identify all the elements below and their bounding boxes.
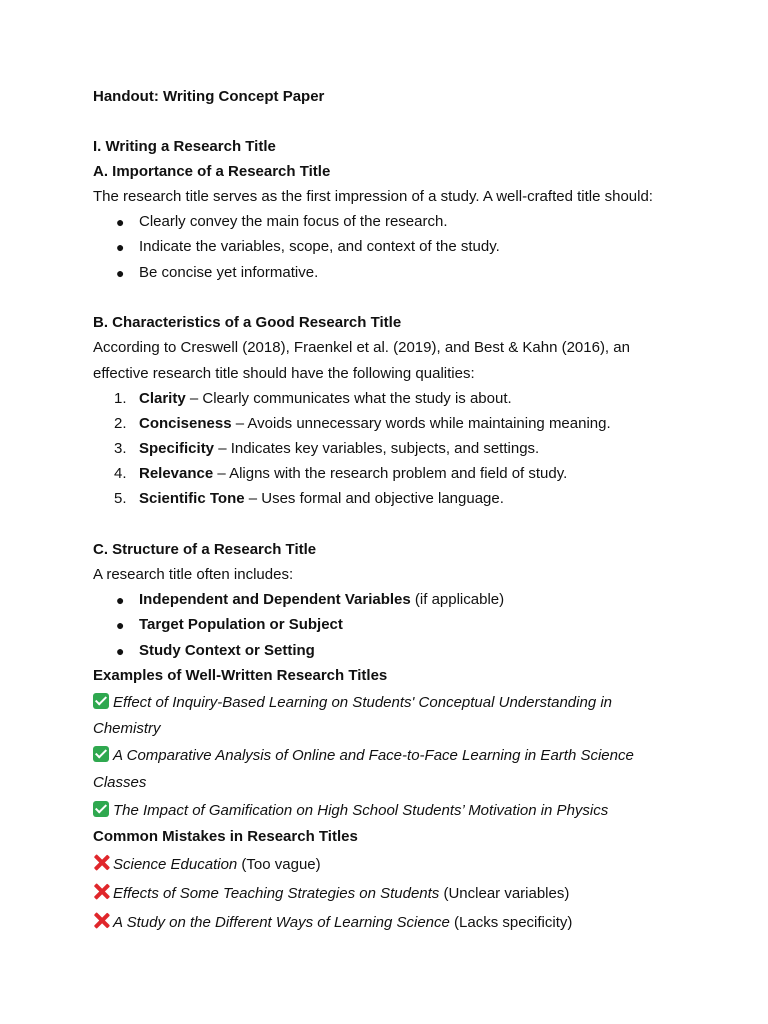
mistake-title: Science Education [113,856,238,873]
list-item: Indicate the variables, scope, and context of the study. [139,238,500,255]
description: – Uses formal and objective language. [244,490,504,507]
mistake-item [93,854,321,874]
description: – Indicates key variables, subjects, and settings. [214,440,540,457]
list-item [139,465,567,483]
mistakes-heading: Common Mistakes in Research Titles [93,828,358,845]
mistake-item [93,883,569,903]
bullet-icon: ● [116,265,125,281]
example-title-continued: Classes [93,774,147,791]
bullet-icon: ● [116,214,125,230]
description: (if applicable) [410,591,505,608]
check-mark-icon [93,801,109,817]
cross-mark-icon [93,883,110,900]
description: – Clearly communicates what the study is about. [185,390,512,407]
paragraph: effective research title should have the following qualities: [93,365,475,382]
mistake-title: Effects of Some Teaching Strategies on Students [113,885,440,902]
bullet-icon: ● [116,592,125,608]
bullet-icon: ● [116,239,125,255]
term: Study Context or Setting [139,642,315,659]
handout-title: Handout: Writing Concept Paper [93,88,325,105]
example-text: Effect of Inquiry-Based Learning on Students' Conceptual Understanding in [113,694,613,711]
example-text: The Impact of Gamification on High School Students’ Motivation in Physics [113,802,609,819]
list-item [139,616,343,634]
check-mark-icon [93,693,109,709]
list-item [139,415,611,433]
examples-heading: Examples of Well-Written Research Titles [93,667,388,684]
list-item [139,440,539,458]
description: – Aligns with the research problem and field of study. [213,465,568,482]
bullet-icon: ● [116,643,125,659]
subsection-heading: B. Characteristics of a Good Research Title [93,314,402,331]
term: Conciseness [139,415,232,432]
cross-mark-icon [93,854,110,871]
term: Clarity [139,390,186,407]
mistake-note: (Unclear variables) [439,885,570,902]
list-item [139,642,315,660]
list-item: Be concise yet informative. [139,264,319,281]
list-item [139,390,512,408]
example-title [93,693,612,712]
term: Specificity [139,440,215,457]
mistake-note: (Too vague) [237,856,321,873]
example-text: A Comparative Analysis of Online and Face-to-Face Learning in Earth Science [113,747,634,764]
paragraph: The research title serves as the first impression of a study. A well-crafted title should: [93,188,653,205]
list-item: Clearly convey the main focus of the research. [139,213,448,230]
term: Independent and Dependent Variables [139,591,411,608]
list-item [139,490,504,508]
list-number: 2. [114,415,127,432]
example-title-continued: Chemistry [93,720,161,737]
paragraph: According to Creswell (2018), Fraenkel et al. (2019), and Best & Kahn (2016), an [93,339,630,356]
term: Target Population or Subject [139,616,343,633]
list-number: 5. [114,490,127,507]
list-number: 4. [114,465,127,482]
mistake-title: A Study on the Different Ways of Learning Science [113,914,450,931]
subsection-heading: C. Structure of a Research Title [93,541,317,558]
mistake-note: (Lacks specificity) [449,914,573,931]
section-heading: I. Writing a Research Title [93,138,276,155]
description: – Avoids unnecessary words while maintaining meaning. [231,415,611,432]
bullet-icon: ● [116,617,125,633]
paragraph: A research title often includes: [93,566,294,583]
list-number: 3. [114,440,127,457]
term: Scientific Tone [139,490,245,507]
list-number: 1. [114,390,127,407]
check-mark-icon [93,746,109,762]
list-item [139,591,504,609]
term: Relevance [139,465,214,482]
cross-mark-icon [93,912,110,929]
mistake-item [93,912,572,932]
example-title [93,801,608,820]
example-title [93,746,634,765]
subsection-heading: A. Importance of a Research Title [93,163,331,180]
